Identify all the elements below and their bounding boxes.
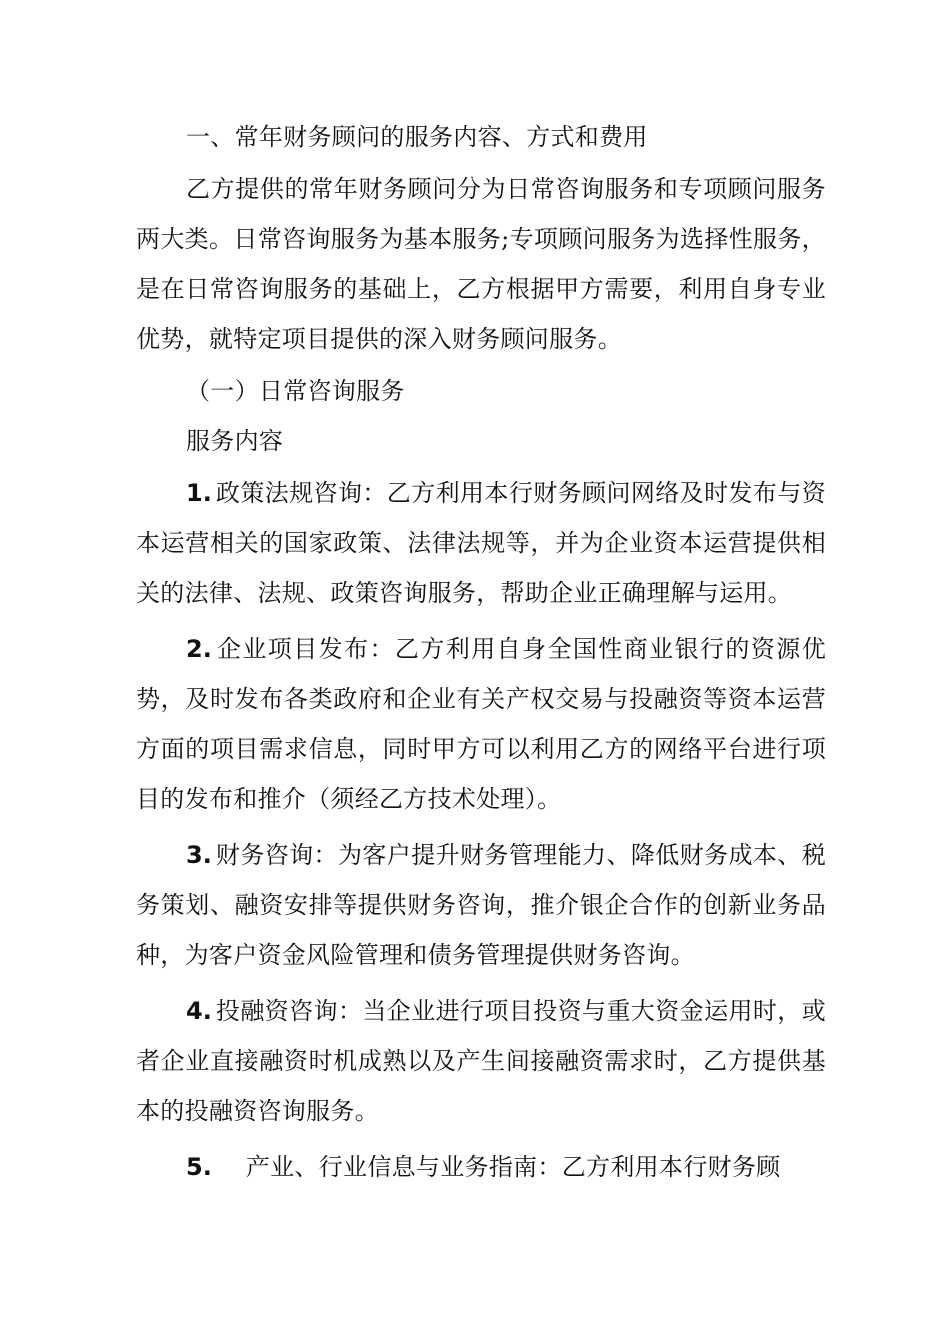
item-number: 4. [186, 997, 212, 1025]
item-text: 投融资咨询：当企业进行项目投资与重大资金运用时，或者企业直接融资时机成熟以及产生间接融资需求时，乙方提供基本的投融资咨询服务。 [136, 997, 826, 1125]
list-item-4 [136, 986, 826, 1136]
subsection-title: （一）日常咨询服务 [186, 377, 405, 405]
list-item-5 [136, 1142, 826, 1192]
section-title: 一、常年财务顾问的服务内容、方式和费用 [186, 123, 648, 151]
intro-paragraph: 乙方提供的常年财务顾问分为日常咨询服务和专项顾问服务两大类。日常咨询服务为基本服务;专项顾问服务为选择性服务，是在日常咨询服务的基础上，乙方根据甲方需要，利用自身专业优势，就特定项目提供的深入财务顾问服务。 [136, 175, 826, 353]
document-body [136, 112, 826, 1192]
item-number: 1. [186, 479, 212, 507]
list-item-3 [136, 830, 826, 980]
item-text: 企业项目发布：乙方利用自身全国性商业银行的资源优势，及时发布各类政府和企业有关产权交易与投融资等资本运营方面的项目需求信息，同时甲方可以利用乙方的网络平台进行项目的发布和推介（须经乙方技术处理）。 [136, 635, 826, 813]
item-number: 2. [186, 635, 212, 663]
list-item-2 [136, 624, 826, 824]
item-text: 产业、行业信息与业务指南：乙方利用本行财务顾 [245, 1153, 781, 1181]
item-text: 政策法规咨询：乙方利用本行财务顾问网络及时发布与资本运营相关的国家政策、法律法规等，并为企业资本运营提供相关的法律、法规、政策咨询服务，帮助企业正确理解与运用。 [136, 479, 826, 607]
item-number: 3. [186, 841, 212, 869]
item-text: 财务咨询：为客户提升财务管理能力、降低财务成本、税务策划、融资安排等提供财务咨询，推介银企合作的创新业务品种，为客户资金风险管理和债务管理提供财务咨询。 [136, 841, 826, 969]
item-number: 5. [186, 1153, 212, 1181]
content-heading: 服务内容 [186, 427, 284, 455]
list-item-1 [136, 468, 826, 618]
